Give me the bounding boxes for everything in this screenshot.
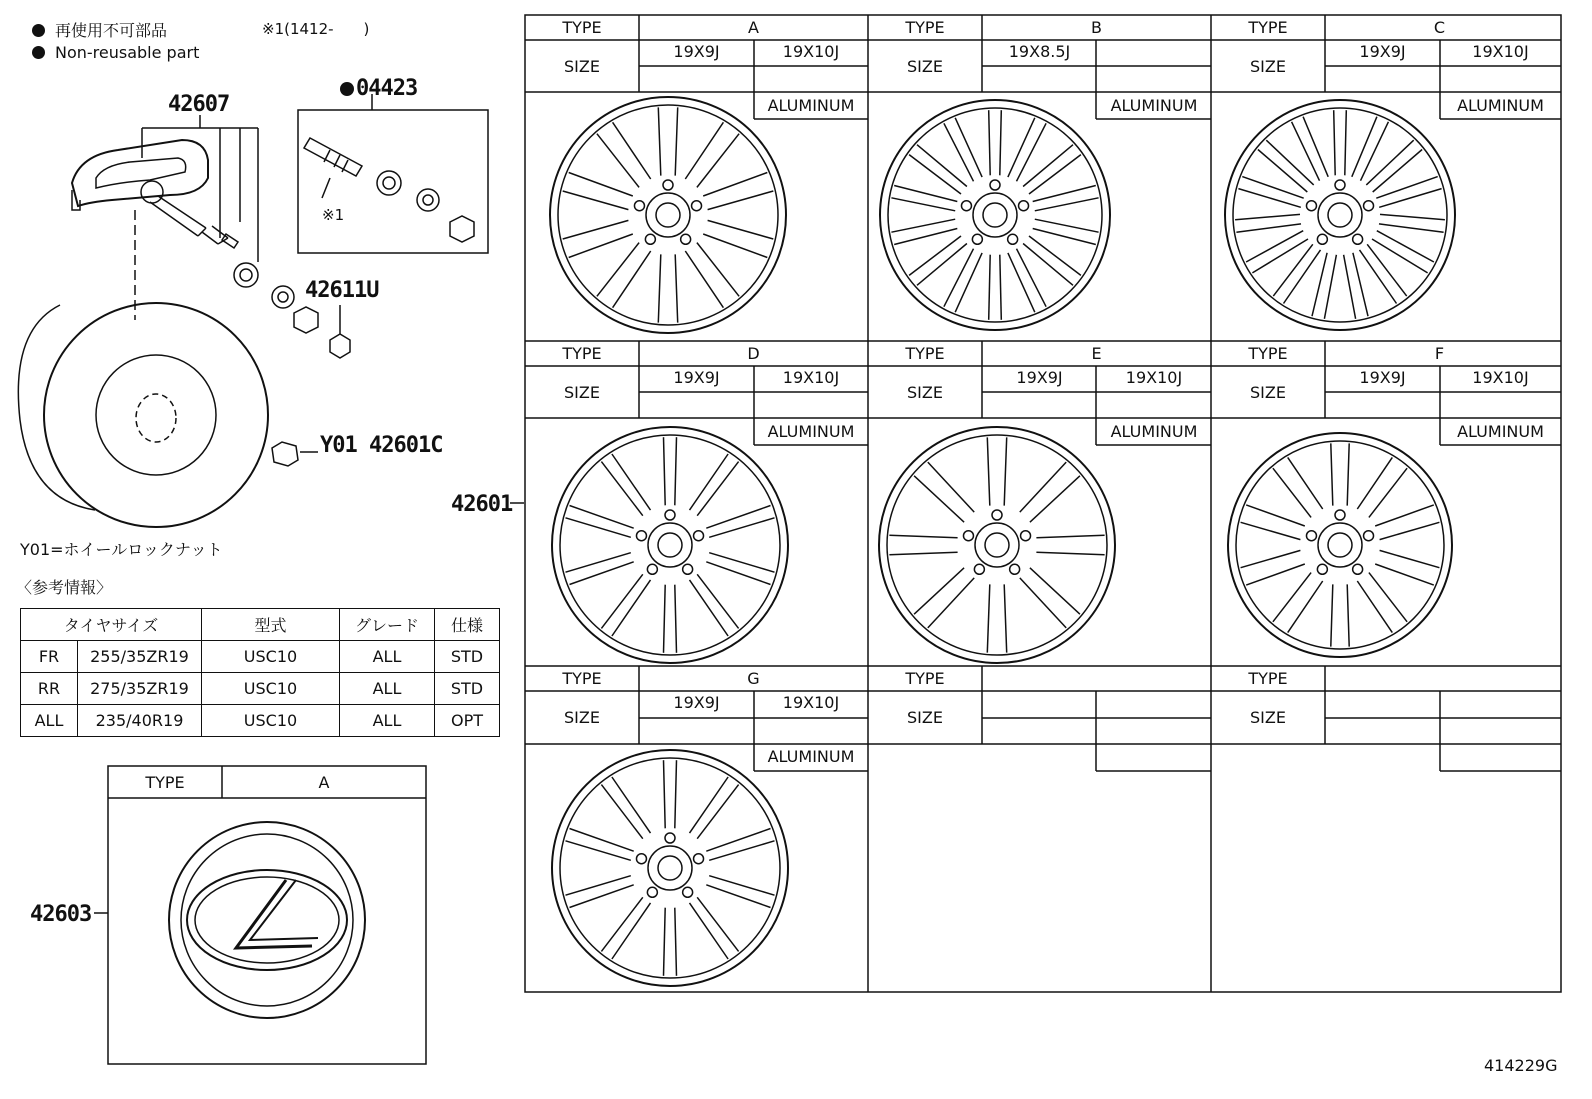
header-tire-size: タイヤサイズ xyxy=(21,609,202,641)
wheel-size-6-b: 19X10J xyxy=(782,693,840,712)
ornament-box xyxy=(108,766,426,1064)
material-label-0: ALUMINUM xyxy=(767,96,855,115)
material-label-5: ALUMINUM xyxy=(1457,422,1544,441)
type-label: TYPE xyxy=(1248,669,1288,688)
part-sensor[interactable]: 42607 xyxy=(168,92,230,117)
wheel-illustration-3 xyxy=(552,427,788,663)
wheel-illustration-4 xyxy=(879,427,1115,663)
type-label: TYPE xyxy=(905,669,945,688)
cell: OPT xyxy=(435,705,500,737)
wheel-size-2-a: 19X9J xyxy=(1359,42,1406,61)
wheel-type-2: C xyxy=(1433,18,1446,37)
size-label: SIZE xyxy=(564,708,600,727)
wheel-size-3-a: 19X9J xyxy=(673,368,720,387)
wheel-illustration-0 xyxy=(550,97,786,333)
cell: ALL xyxy=(21,705,78,737)
wheel-type-6: G xyxy=(747,669,760,688)
ornament-type-label: TYPE xyxy=(145,773,185,792)
size-label: SIZE xyxy=(1250,708,1286,727)
tpms-sensor xyxy=(72,140,238,248)
cell: USC10 xyxy=(202,673,340,705)
ref-title: 〈参考情報〉 xyxy=(16,578,113,597)
wheel-size-6-a: 19X9J xyxy=(673,693,720,712)
type-label: TYPE xyxy=(562,669,602,688)
cell: STD xyxy=(435,641,500,673)
wheel-type-1: B xyxy=(1091,18,1102,37)
wheel-grid xyxy=(525,15,1561,992)
diagram-id: 414229G xyxy=(1484,1056,1558,1075)
y01-note: Y01=ホイールロックナット xyxy=(20,540,223,559)
valve-note: ※1 xyxy=(322,206,345,224)
legend-jp-text: 再使用不可部品 xyxy=(55,21,168,40)
part-cap[interactable]: 42611U xyxy=(305,278,379,303)
lexus-logo xyxy=(187,870,347,970)
wheel-size-3-b: 19X10J xyxy=(782,368,840,387)
wheel-illustration-1 xyxy=(880,100,1110,330)
size-label: SIZE xyxy=(907,57,943,76)
wheel-size-5-a: 19X9J xyxy=(1359,368,1406,387)
legend-en-text: Non-reusable part xyxy=(55,43,200,62)
part-ornament[interactable]: 42603 xyxy=(30,902,92,927)
type-label: TYPE xyxy=(1248,18,1288,37)
wheel-size-4-b: 19X10J xyxy=(1125,368,1183,387)
wheel-size-0-b: 19X10J xyxy=(782,42,840,61)
wheel-size-4-a: 19X9J xyxy=(1016,368,1063,387)
size-label: SIZE xyxy=(1250,383,1286,402)
cell: FR xyxy=(21,641,78,673)
size-label: SIZE xyxy=(564,383,600,402)
wheel-type-4: E xyxy=(1091,344,1102,363)
size-label: SIZE xyxy=(907,708,943,727)
ornament-type-value: A xyxy=(318,773,330,792)
size-label: SIZE xyxy=(907,383,943,402)
wheel-size-0-a: 19X9J xyxy=(673,42,720,61)
valve-kit-box xyxy=(298,110,488,253)
wheel-size-2-b: 19X10J xyxy=(1472,42,1529,61)
legend-note: ※1(1412- ) xyxy=(262,20,370,38)
type-label: TYPE xyxy=(562,344,602,363)
wheel-illustration-2 xyxy=(1225,100,1455,330)
cell: USC10 xyxy=(202,705,340,737)
material-label-1: ALUMINUM xyxy=(1110,96,1198,115)
wheel-size-1-a: 19X8.5J xyxy=(1008,42,1071,61)
material-label-4: ALUMINUM xyxy=(1110,422,1198,441)
wheel-illustration-6 xyxy=(552,750,788,986)
cell: RR xyxy=(21,673,78,705)
part-valve-kit-label: 04423 xyxy=(356,76,418,101)
material-label-2: ALUMINUM xyxy=(1457,96,1544,115)
type-label: TYPE xyxy=(562,18,602,37)
wheel-illustration-5 xyxy=(1228,433,1452,657)
wheel-type-3: D xyxy=(747,344,760,363)
cell: ALL xyxy=(340,705,435,737)
cell: 255/35ZR19 xyxy=(78,641,202,673)
cell: 235/40R19 xyxy=(78,705,202,737)
wheel-size-5-b: 19X10J xyxy=(1472,368,1529,387)
material-label-6: ALUMINUM xyxy=(767,747,855,766)
part-lock-nut[interactable]: Y01 42601C xyxy=(320,433,443,458)
cell: ALL xyxy=(340,673,435,705)
type-label: TYPE xyxy=(1248,344,1288,363)
header-grade: グレード xyxy=(340,609,435,641)
header-model: 型式 xyxy=(202,609,340,641)
type-label: TYPE xyxy=(905,18,945,37)
wheel-type-0: A xyxy=(748,18,759,37)
size-label: SIZE xyxy=(564,57,600,76)
valve-stem xyxy=(304,138,362,176)
tire-illustration xyxy=(18,303,268,527)
size-label: SIZE xyxy=(1250,57,1286,76)
material-label-3: ALUMINUM xyxy=(767,422,855,441)
wheel-type-5: F xyxy=(1434,344,1445,363)
cell: 275/35ZR19 xyxy=(78,673,202,705)
type-label: TYPE xyxy=(905,344,945,363)
cell: STD xyxy=(435,673,500,705)
header-spec: 仕様 xyxy=(435,609,500,641)
part-wheel[interactable]: 42601 xyxy=(451,492,513,517)
cell: ALL xyxy=(340,641,435,673)
cell: USC10 xyxy=(202,641,340,673)
